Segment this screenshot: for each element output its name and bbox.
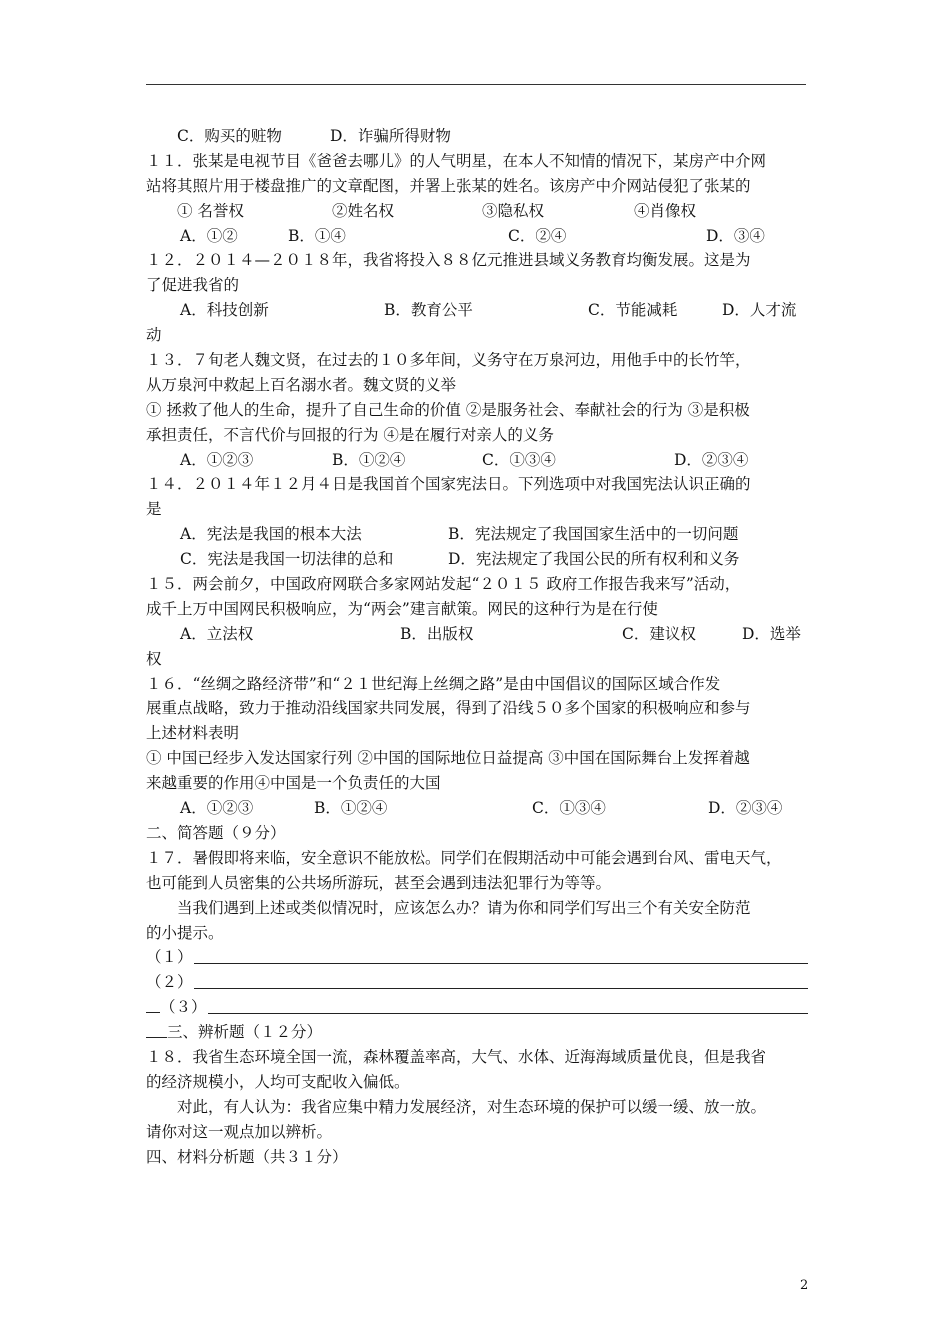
page-number: 2 <box>800 1278 809 1293</box>
q12-option-d: D．人才流 <box>722 301 797 320</box>
q11-options <box>146 224 808 249</box>
q16-line3: 上述材料表明 <box>146 724 240 743</box>
answer-line-3-underline <box>208 1013 808 1014</box>
section-3-lead-mark <box>146 1020 167 1038</box>
answer-line-2[interactable] <box>146 970 808 995</box>
q13-options <box>146 448 808 473</box>
q15-option-b: B．出版权 <box>400 624 474 643</box>
q13-option-c: C．①③④ <box>482 450 556 469</box>
q12-option-a: A．科技创新 <box>180 301 269 320</box>
q18-line4: 请你对这一观点加以辨析。 <box>146 1122 333 1141</box>
q18-line3: 对此，有人认为：我省应集中精力发展经济，对生态环境的保护可以缓一缓、放一放。 <box>177 1097 767 1116</box>
q15-option-c: C．建议权 <box>622 624 696 643</box>
q13-line3: ① 拯救了他人的生命，提升了自己生命的价值 ②是服务社会、奉献社会的行为 ③是积极 <box>146 400 750 419</box>
answer-line-3[interactable] <box>146 995 808 1020</box>
section-4-heading: 四、材料分析题（共３１分） <box>146 1147 348 1166</box>
q11-option-c: C．②④ <box>508 226 567 245</box>
q18-line1: １８．我省生态环境全国一流，森林覆盖率高，大气、水体、近海海域质量优良，但是我省 <box>146 1047 767 1066</box>
q10-options <box>146 124 808 149</box>
section-2-heading: 二、简答题（９分） <box>146 823 286 842</box>
q14-option-a: A．宪法是我国的根本大法 <box>180 525 362 544</box>
q11-items <box>146 199 808 224</box>
q15-line2: 成千上万中国网民积极响应，为“两会”建言献策。网民的这种行为是在行使 <box>146 599 658 618</box>
q13-line2: 从万泉河中救起上百名溺水者。魏文贤的义举 <box>146 375 457 394</box>
q16-option-d: D．②③④ <box>708 799 783 818</box>
answer-line-1-label: （１） <box>146 948 193 967</box>
q13-option-b: B．①②④ <box>332 450 406 469</box>
q16-options <box>146 796 808 821</box>
q12-line2: 了促进我省的 <box>146 276 240 295</box>
q11-item-2: ②姓名权 <box>332 201 395 220</box>
q16-line2: 展重点战略，致力于推动沿线国家共同发展，得到了沿线５０多个国家的积极响应和参与 <box>146 699 751 718</box>
header-rule <box>146 84 806 85</box>
q16-option-a: A．①②③ <box>180 799 254 818</box>
answer-line-2-underline <box>194 988 808 989</box>
q13-line4: 承担责任，不言代价与回报的行为 ④是在履行对亲人的义务 <box>146 425 554 444</box>
q14-line2: 是 <box>146 500 162 519</box>
q11-option-a: A．①② <box>180 226 238 245</box>
q10-option-c: C．购买的赃物 <box>177 127 282 145</box>
q15-line1: １５．两会前夕，中国政府网联合多家网站发起“２０１５ 政府工作报告我来写”活动， <box>146 575 741 594</box>
q14-options-ab <box>146 522 808 547</box>
q11-item-1: ① 名誉权 <box>177 201 244 220</box>
answer-line-3-label: （３） <box>160 998 207 1017</box>
section-3-row <box>146 1020 808 1045</box>
q11-item-4: ④肖像权 <box>634 201 697 220</box>
q17-line3: 当我们遇到上述或类似情况时，应该怎么办？请为你和同学们写出三个有关安全防范 <box>177 898 751 917</box>
q15-options <box>146 622 808 647</box>
answer-line-2-label: （２） <box>146 973 193 992</box>
q12-line1: １２．２０１４—２０１８年，我省将投入８８亿元推进县域义务教育均衡发展。这是为 <box>146 251 751 270</box>
q14-option-c: C．宪法是我国一切法律的总和 <box>180 550 394 569</box>
q13-option-a: A．①②③ <box>180 450 254 469</box>
q11-option-d: D．③④ <box>706 226 765 245</box>
q14-line1: １４．２０１４年１２月４日是我国首个国家宪法日。下列选项中对我国宪法认识正确的 <box>146 475 751 494</box>
q11-line1: １１．张某是电视节目《爸爸去哪儿》的人气明星，在本人不知情的情况下，某房产中介网 <box>146 151 767 170</box>
q13-line1: １３．７旬老人魏文贤，在过去的１０多年间，义务守在万泉河边，用他手中的长竹竿， <box>146 351 751 370</box>
q12-option-c: C．节能减耗 <box>588 301 678 320</box>
q13-option-d: D．②③④ <box>674 450 749 469</box>
q15-option-wrap: 权 <box>146 649 162 668</box>
page-content <box>146 124 808 1169</box>
q14-options-cd <box>146 547 808 572</box>
q14-option-b: B．宪法规定了我国国家生活中的一切问题 <box>448 525 739 544</box>
q14-option-d: D．宪法规定了我国公民的所有权利和义务 <box>448 550 740 569</box>
q10-option-d: D．诈骗所得财物 <box>330 127 451 145</box>
q11-line2: 站将其照片用于楼盘推广的文章配图，并署上张某的姓名。该房产中介网站侵犯了张某的 <box>146 176 751 195</box>
q16-option-b: B．①②④ <box>314 799 388 818</box>
q11-option-b: B．①④ <box>288 226 346 245</box>
answer-line-1-underline <box>194 963 808 964</box>
q16-option-c: C．①③④ <box>532 799 606 818</box>
q11-item-3: ③隐私权 <box>482 201 545 220</box>
q16-line4: ① 中国已经步入发达国家行列 ②中国的国际地位日益提高 ③中国在国际舞台上发挥着越 <box>146 749 750 768</box>
q16-line1: １６．“丝绸之路经济带”和“２１世纪海上丝绸之路”是由中国倡议的国际区域合作发 <box>146 674 721 693</box>
section-3-heading: 三、辨析题（１２分） <box>167 1023 323 1042</box>
q12-option-wrap: 动 <box>146 326 162 345</box>
q18-line2: 的经济规模小，人均可支配收入偏低。 <box>146 1072 410 1091</box>
answer-line-1[interactable] <box>146 945 808 970</box>
q12-options <box>146 298 808 323</box>
q15-option-a: A．立法权 <box>180 624 254 643</box>
q17-line2: 也可能到人员密集的公共场所游玩，甚至会遇到违法犯罪行为等等。 <box>146 873 612 892</box>
q16-line5: 来越重要的作用④中国是一个负责任的大国 <box>146 774 441 793</box>
q12-option-b: B．教育公平 <box>384 301 473 320</box>
q15-option-d: D．选举 <box>742 624 801 643</box>
q17-line4: 的小提示。 <box>146 923 224 942</box>
answer-line-3-lead-mark <box>146 995 160 1013</box>
q17-line1: １７．暑假即将来临，安全意识不能放松。同学们在假期活动中可能会遇到台风、雷电天气， <box>146 848 782 867</box>
